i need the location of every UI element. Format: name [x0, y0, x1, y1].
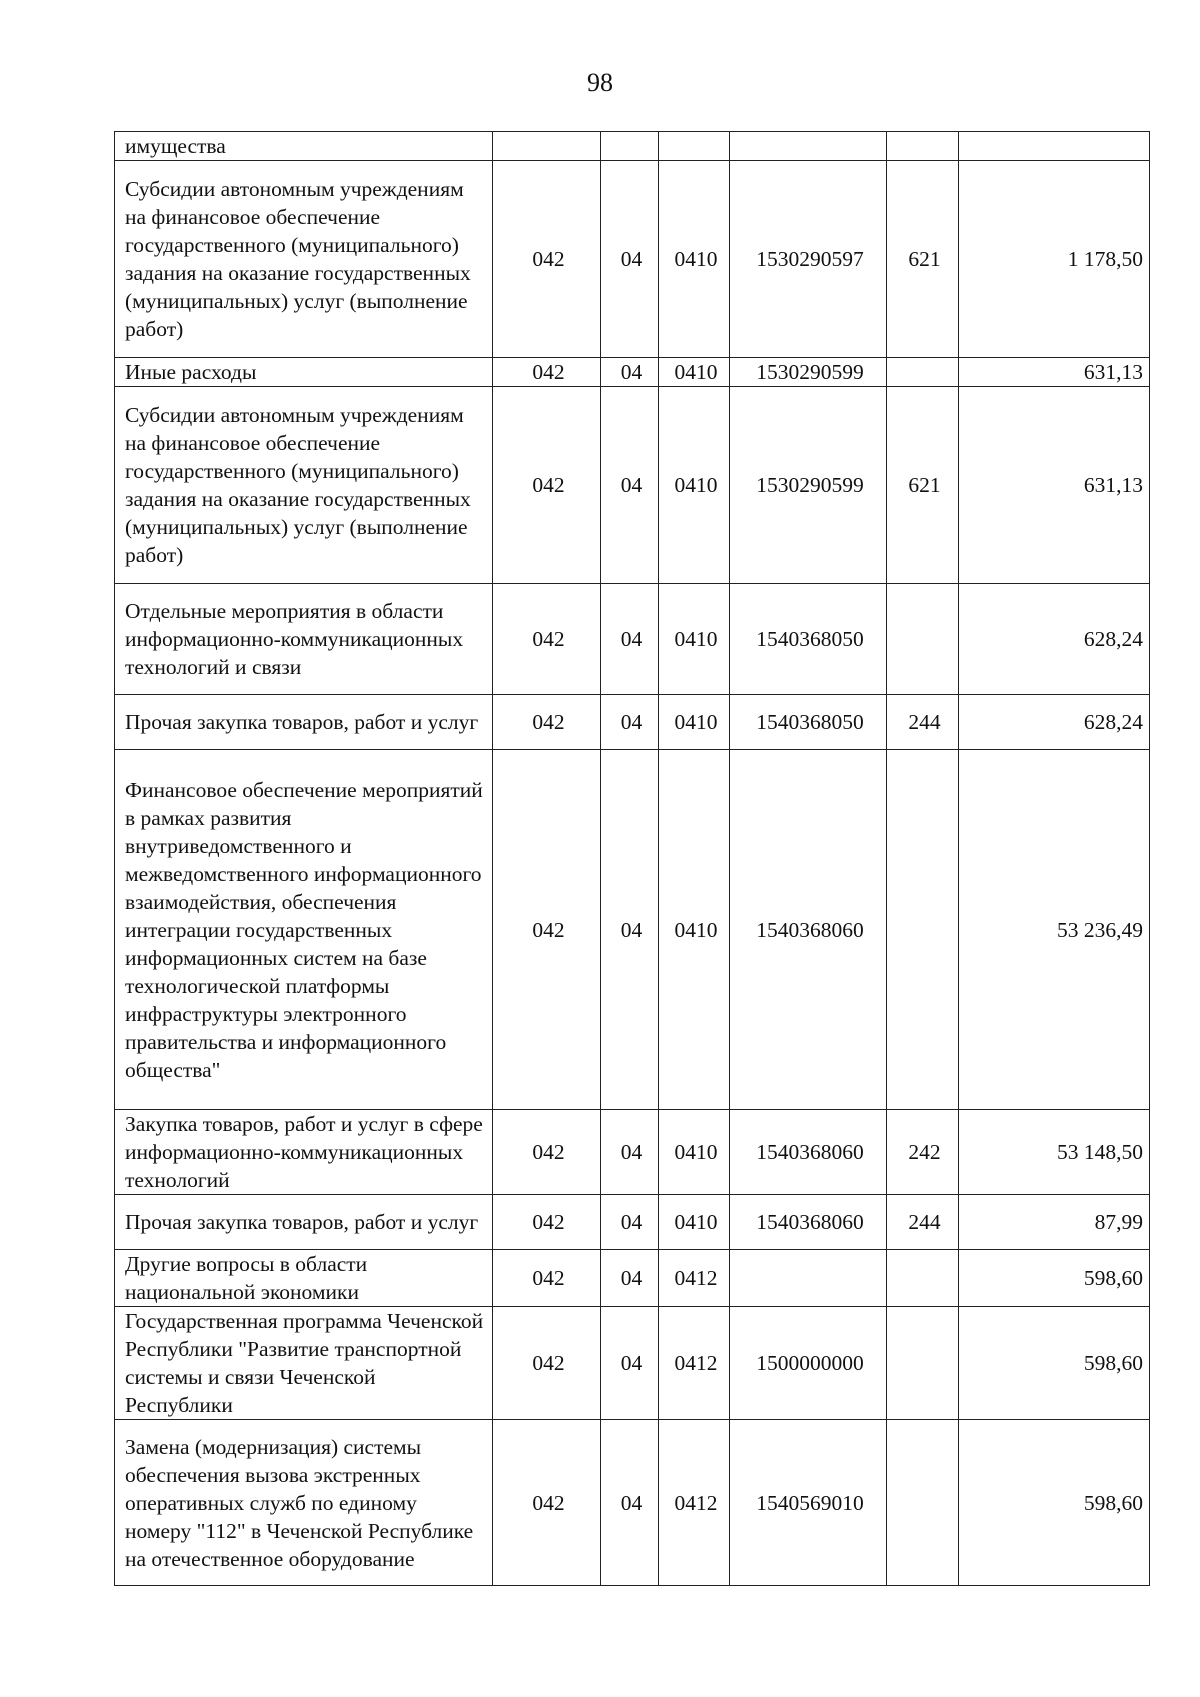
table-row [115, 387, 1150, 584]
budget-table [114, 131, 1150, 1586]
cell-amount: 1 178,50 [959, 161, 1150, 358]
cell-target [730, 132, 887, 161]
cell-code: 042 [493, 358, 601, 387]
cell-amount [959, 132, 1150, 161]
page-number: 98 [587, 68, 613, 97]
table-row [115, 132, 1150, 161]
cell-amount: 628,24 [959, 584, 1150, 695]
cell-target: 1530290599 [730, 358, 887, 387]
cell-subsection: 0412 [659, 1307, 730, 1420]
cell-amount: 631,13 [959, 358, 1150, 387]
table-row [115, 1420, 1150, 1586]
cell-target: 1540368050 [730, 695, 887, 750]
table-row [115, 1250, 1150, 1307]
cell-target: 1530290599 [730, 387, 887, 584]
cell-section: 04 [601, 1420, 659, 1586]
cell-target: 1540569010 [730, 1420, 887, 1586]
cell-section: 04 [601, 161, 659, 358]
cell-target: 1500000000 [730, 1307, 887, 1420]
cell-type: 244 [887, 1195, 959, 1250]
cell-amount: 631,13 [959, 387, 1150, 584]
cell-type [887, 750, 959, 1110]
cell-code: 042 [493, 161, 601, 358]
cell-subsection: 0410 [659, 695, 730, 750]
cell-name: Замена (модернизация) системы обеспечения вызова экстренных оперативных служб по единому номеру "112" в Чеченской Республике на отечественное оборудование [115, 1420, 493, 1586]
cell-type [887, 1307, 959, 1420]
cell-subsection: 0410 [659, 750, 730, 1110]
cell-target: 1540368060 [730, 1195, 887, 1250]
cell-code: 042 [493, 584, 601, 695]
cell-name: Прочая закупка товаров, работ и услуг [115, 695, 493, 750]
cell-section: 04 [601, 358, 659, 387]
cell-name: Финансовое обеспечение мероприятий в рамках развития внутриведомственного и межведомственного информационного взаимодействия, обеспечения интеграции государственных информационных систем на базе технологической платформы инфраструктуры электронного правительства и информационного общества" [115, 750, 493, 1110]
cell-amount: 598,60 [959, 1307, 1150, 1420]
cell-code: 042 [493, 750, 601, 1110]
cell-name: Иные расходы [115, 358, 493, 387]
cell-section: 04 [601, 387, 659, 584]
cell-section: 04 [601, 1250, 659, 1307]
cell-section: 04 [601, 750, 659, 1110]
cell-code: 042 [493, 387, 601, 584]
cell-subsection: 0410 [659, 1195, 730, 1250]
cell-name: Субсидии автономным учреждениям на финансовое обеспечение государственного (муниципального) задания на оказание государственных (муниципальных) услуг (выполнение работ) [115, 161, 493, 358]
cell-code: 042 [493, 1250, 601, 1307]
cell-name: Государственная программа Чеченской Республики "Развитие транспортной системы и связи Чеченской Республики [115, 1307, 493, 1420]
cell-code: 042 [493, 695, 601, 750]
cell-subsection: 0410 [659, 387, 730, 584]
cell-type [887, 584, 959, 695]
cell-type [887, 132, 959, 161]
cell-section: 04 [601, 1195, 659, 1250]
cell-subsection [659, 132, 730, 161]
cell-amount: 598,60 [959, 1250, 1150, 1307]
cell-section: 04 [601, 584, 659, 695]
cell-code: 042 [493, 1420, 601, 1586]
cell-amount: 53 148,50 [959, 1110, 1150, 1195]
cell-subsection: 0410 [659, 584, 730, 695]
cell-subsection: 0410 [659, 358, 730, 387]
cell-type [887, 358, 959, 387]
table-row [115, 584, 1150, 695]
table-row [115, 1110, 1150, 1195]
table-row [115, 1195, 1150, 1250]
cell-name: Другие вопросы в области национальной экономики [115, 1250, 493, 1307]
cell-target: 1530290597 [730, 161, 887, 358]
cell-name: Отдельные мероприятия в области информационно-коммуникационных технологий и связи [115, 584, 493, 695]
cell-code: 042 [493, 1307, 601, 1420]
cell-subsection: 0410 [659, 1110, 730, 1195]
cell-type: 621 [887, 387, 959, 584]
cell-subsection: 0410 [659, 161, 730, 358]
cell-target: 1540368060 [730, 1110, 887, 1195]
cell-name: Субсидии автономным учреждениям на финансовое обеспечение государственного (муниципального) задания на оказание государственных (муниципальных) услуг (выполнение работ) [115, 387, 493, 584]
cell-name: Прочая закупка товаров, работ и услуг [115, 1195, 493, 1250]
table-row [115, 358, 1150, 387]
cell-section: 04 [601, 1110, 659, 1195]
table-row [115, 750, 1150, 1110]
cell-type: 244 [887, 695, 959, 750]
cell-code: 042 [493, 1110, 601, 1195]
cell-code: 042 [493, 1195, 601, 1250]
cell-type [887, 1250, 959, 1307]
cell-amount: 628,24 [959, 695, 1150, 750]
cell-subsection: 0412 [659, 1420, 730, 1586]
table-row [115, 161, 1150, 358]
cell-section [601, 132, 659, 161]
cell-type [887, 1420, 959, 1586]
cell-code [493, 132, 601, 161]
table-row [115, 1307, 1150, 1420]
cell-amount: 598,60 [959, 1420, 1150, 1586]
cell-target [730, 1250, 887, 1307]
cell-amount: 87,99 [959, 1195, 1150, 1250]
table-row [115, 695, 1150, 750]
cell-section: 04 [601, 695, 659, 750]
cell-amount: 53 236,49 [959, 750, 1150, 1110]
cell-type: 621 [887, 161, 959, 358]
cell-name: имущества [115, 132, 493, 161]
cell-name: Закупка товаров, работ и услуг в сфере информационно-коммуникационных технологий [115, 1110, 493, 1195]
cell-subsection: 0412 [659, 1250, 730, 1307]
cell-target: 1540368060 [730, 750, 887, 1110]
cell-section: 04 [601, 1307, 659, 1420]
cell-type: 242 [887, 1110, 959, 1195]
cell-target: 1540368050 [730, 584, 887, 695]
